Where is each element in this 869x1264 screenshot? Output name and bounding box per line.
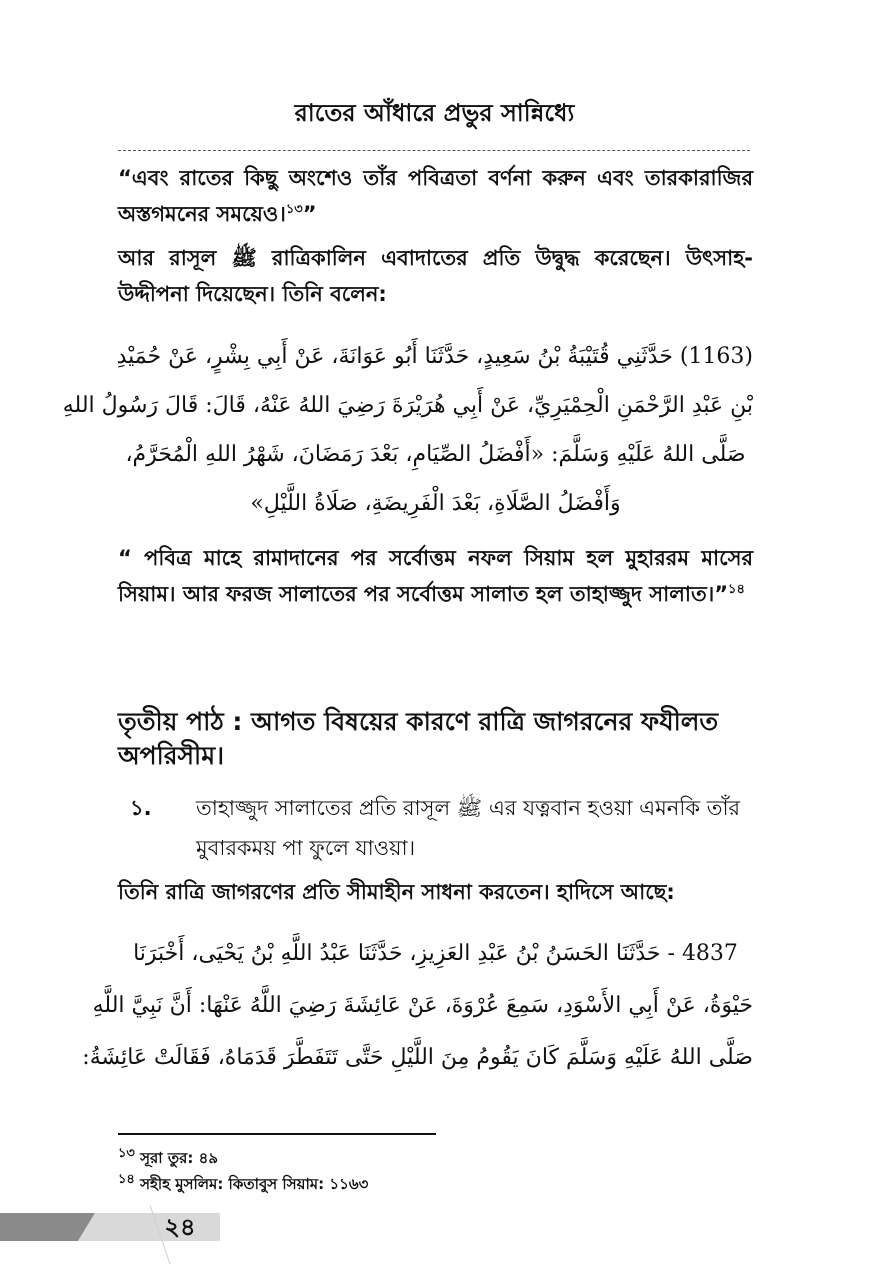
running-header-title: রাতের আঁধারে প্রভুর সান্নিধ্যে: [294, 99, 575, 127]
header-divider: [118, 150, 750, 151]
quran-quote-paragraph: [118, 160, 753, 232]
footnote-ref-14[interactable]: ১৪: [728, 582, 745, 597]
hadith-2-line: حَيْوَةُ، عَنْ أَبِي الأَسْوَدِ، سَمِعَ عُرْوَةَ، عَنْ عَائِشَةَ رَضِيَ اللَّهُ عَنْهَا: أَنَّ نَبِيَّ اللَّهِ: [92, 993, 753, 1018]
page-number: ২৪: [164, 1213, 196, 1241]
footnote-marker: ১৩: [118, 1146, 135, 1161]
list-item-text: তাহাজ্জুদ সালাতের প্রতি রাসূল ﷺ এর যত্নবান হওয়া এমনকি তাঁর মুবারকময় পা ফুলে যাওয়া।: [196, 796, 741, 860]
hadith-1-line: وَأَفْضَلُ الصَّلَاةِ، بَعْدَ الْفَرِيضَةِ، صَلَاةُ اللَّيْلِ»: [250, 491, 621, 516]
footnote-14: [118, 1172, 368, 1196]
hadith-1-translation: [118, 540, 753, 612]
footnote-text: সূরা তুর: ৪৯: [140, 1149, 219, 1167]
hadith-2-intro: তিনি রাত্রি জাগরণের প্রতি সীমাহীন সাধনা করতেন। হাদিসে আছে:: [118, 880, 675, 904]
intro-paragraph: আর রাসূল ﷺ রাত্রিকালিন এবাদাতের প্রতি উদ্বুদ্ধ করেছেন। উৎসাহ-উদ্দীপনা দিয়েছেন। তিনি বলেন:: [118, 246, 753, 306]
footnote-separator: [118, 1133, 436, 1135]
hadith-1-arabic: [62, 332, 753, 528]
footnote-text: সহীহ মুসলিম: কিতাবুস সিয়াম: ১১৬৩: [140, 1175, 369, 1193]
list-item-number: ১.: [130, 796, 152, 820]
hadith-1-line: بْنِ عَبْدِ الرَّحْمَنِ الْحِمْيَرِيِّ، عَنْ أَبِي هُرَيْرَةَ رَضِيَ اللهُ عَنْهُ، قَالَ: قَالَ رَسُولُ اللهِ: [62, 393, 753, 418]
hadith-2-line: صَلَّى اللهُ عَلَيْهِ وَسَلَّمَ كَانَ يَقُومُ مِنَ اللَّيْلِ حَتَّى تَتَفَطَّرَ قَدَمَاهُ، فَقَالَتْ عَائِشَةُ:: [82, 1045, 753, 1070]
hadith-2-arabic: [82, 928, 753, 1084]
hadith-1-line: (1163) حَدَّثَنِي قُتَيْبَةُ بْنُ سَعِيدٍ، حَدَّثَنَا أَبُو عَوَانَةَ، عَنْ أَبِي بِشْرٍ، عَنْ حُمَيْدِ: [116, 344, 753, 369]
quote-text: “এবং রাতের কিছু অংশেও তাঁর পবিত্রতা বর্ণনা করুন এবং তারকারাজির অস্তগমনের সময়েও।: [118, 166, 753, 226]
translation-text: “ পবিত্র মাহে রামাদানের পর সর্বোত্তম নফল সিয়াম হল মুহাররম মাসের সিয়াম। আর ফরজ সালাতের পর সর্বোত্তম সালাত হল তাহাজ্জুদ সালাত।”: [118, 546, 753, 606]
hadith-2-line: 4837 - حَدَّثَنَا الحَسَنُ بْنُ عَبْدِ العَزِيزِ، حَدَّثَنَا عَبْدُ اللَّهِ بْنُ يَحْيَى، أَخْبَرَنَا: [133, 941, 738, 966]
footnote-ref-13[interactable]: ১৩: [285, 202, 303, 217]
list-item: [118, 788, 753, 868]
section-heading: তৃতীয় পাঠ : আগত বিষয়ের কারণে রাত্রি জাগরনের ফযীলত অপরিসীম।: [118, 707, 719, 770]
footnote-13: [118, 1146, 218, 1170]
footnote-marker: ১৪: [118, 1172, 135, 1187]
quote-closing-mark: ”: [302, 202, 317, 226]
hadith-1-line: صَلَّى اللهُ عَلَيْهِ وَسَلَّمَ: «أَفْضَلُ الصِّيَامِ، بَعْدَ رَمَضَانَ، شَهْرُ اللهِ الْمُحَرَّمُ،: [125, 442, 746, 467]
